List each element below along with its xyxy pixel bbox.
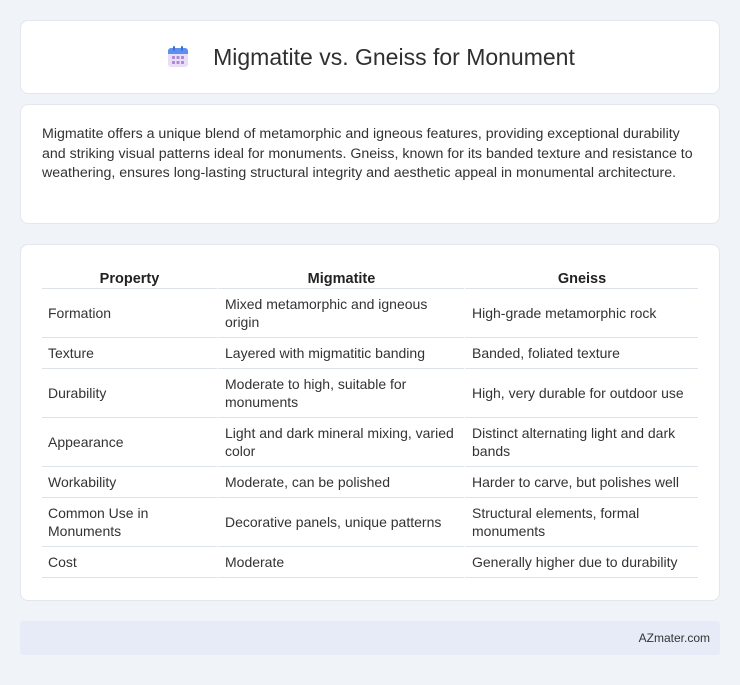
gneiss-cell: Structural elements, formal monuments: [464, 498, 698, 547]
property-cell: Appearance: [42, 418, 217, 467]
intro-card: [20, 104, 720, 224]
intro-paragraph: Migmatite offers a unique blend of metamorphic and igneous features, providing exceptional durability and striking visual patterns ideal for monuments. Gneiss, known for its banded texture and resistance to weathering, ensures long-lasting structural integrity and aesthetic appeal in monumental architecture.: [42, 126, 693, 182]
migmatite-cell: Decorative panels, unique patterns: [217, 498, 464, 547]
property-cell: Common Use in Monuments: [42, 498, 217, 547]
calendar-icon: [165, 44, 191, 70]
table-header-row: [42, 265, 698, 289]
table-row: [42, 498, 698, 547]
migmatite-cell: Moderate: [217, 547, 464, 578]
comparison-table: [42, 265, 698, 578]
migmatite-cell: Moderate, can be polished: [217, 467, 464, 498]
gneiss-cell: Harder to carve, but polishes well: [464, 467, 698, 498]
migmatite-cell: Moderate to high, suitable for monuments: [217, 369, 464, 418]
header-gneiss: Gneiss: [464, 265, 698, 289]
header-property: Property: [42, 265, 217, 289]
property-cell: Cost: [42, 547, 217, 578]
page-title: Migmatite vs. Gneiss for Monument: [213, 43, 575, 70]
gneiss-cell: Distinct alternating light and dark bands: [464, 418, 698, 467]
property-cell: Workability: [42, 467, 217, 498]
migmatite-cell: Mixed metamorphic and igneous origin: [217, 289, 464, 338]
title-wrap: [165, 44, 575, 71]
migmatite-cell: Light and dark mineral mixing, varied color: [217, 418, 464, 467]
footer-credit: AZmater.com: [638, 631, 710, 645]
table-row: [42, 467, 698, 498]
header-migmatite: Migmatite: [217, 265, 464, 289]
table-row: [42, 547, 698, 578]
table-row: [42, 369, 698, 418]
table-row: [42, 338, 698, 369]
table-row: [42, 289, 698, 338]
migmatite-cell: Layered with migmatitic banding: [217, 338, 464, 369]
gneiss-cell: High, very durable for outdoor use: [464, 369, 698, 418]
gneiss-cell: High-grade metamorphic rock: [464, 289, 698, 338]
table-row: [42, 418, 698, 467]
gneiss-cell: Banded, foliated texture: [464, 338, 698, 369]
gneiss-cell: Generally higher due to durability: [464, 547, 698, 578]
property-cell: Texture: [42, 338, 217, 369]
comparison-card: [20, 244, 720, 601]
property-cell: Durability: [42, 369, 217, 418]
property-cell: Formation: [42, 289, 217, 338]
footer-bar: [20, 621, 720, 655]
title-card: [20, 20, 720, 94]
